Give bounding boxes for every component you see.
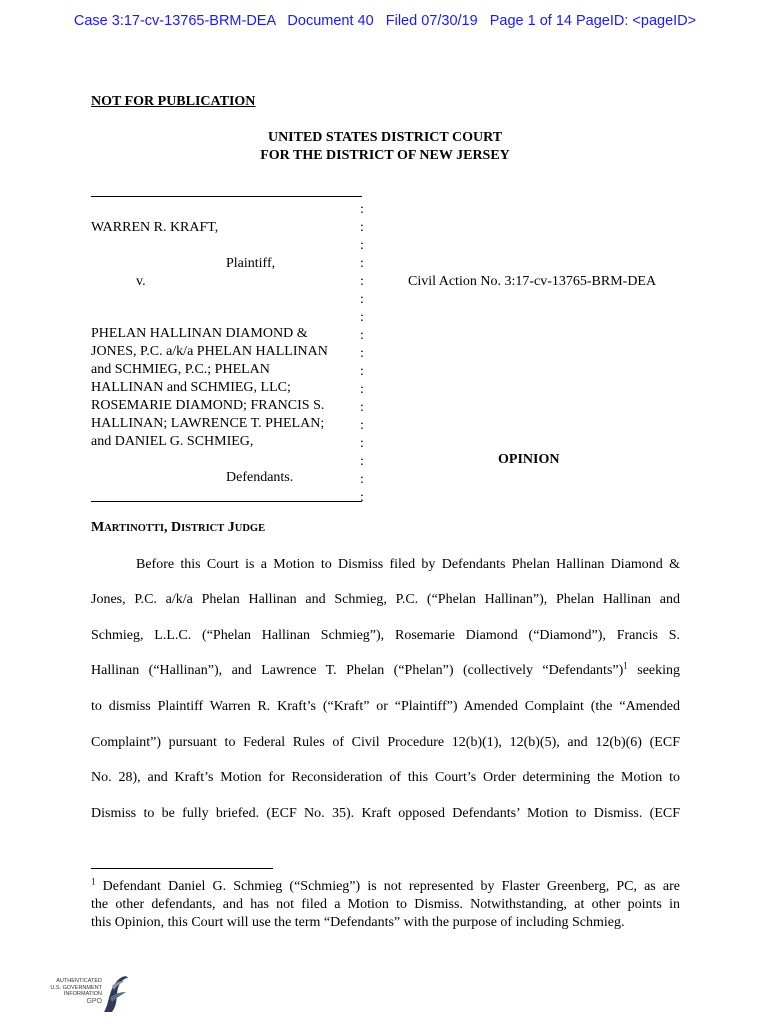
body-line: Jones, P.C. a/k/a Phelan Hallinan and Schmieg, P.C. (“Phelan Hallinan”), Phelan Hallinan and [91,592,680,607]
footnote-rule [91,868,273,869]
defendant-line: and SCHMIEG, P.C.; PHELAN [91,362,270,377]
caption-bottom-rule [91,501,362,502]
opinion-title: OPINION [498,452,560,467]
body-line: No. 28), and Kraft’s Motion for Reconsideration of this Court’s Order determining the Motion to [91,770,680,785]
caption-colon: : [360,472,364,487]
gpo-authentication-logo: AUTHENTICATED U.S. GOVERNMENT INFORMATION GPO [42,972,132,1016]
footnote-line: this Opinion, this Court will use the term “Defendants” with the purpose of including Schmieg. [91,915,625,930]
civil-action-number: Civil Action No. 3:17-cv-13765-BRM-DEA [408,274,657,289]
caption-colon: : [360,400,364,415]
caption-colon: : [360,220,364,235]
plaintiff-name: WARREN R. KRAFT, [91,220,219,235]
defendant-role: Defendants. [226,470,294,485]
body-line: Before this Court is a Motion to Dismiss filed by Defendants Phelan Hallinan Diamond & [136,557,680,572]
defendant-line: JONES, P.C. a/k/a PHELAN HALLINAN [91,344,328,359]
eagle-icon [100,972,130,1014]
caption-colon: : [360,454,364,469]
caption-top-rule [91,196,362,197]
court-name-line1: UNITED STATES DISTRICT COURT [267,130,503,145]
caption-colon: : [360,364,364,379]
caption-colon: : [360,346,364,361]
footnote-line: the other defendants, and has not filed a Motion to Dismiss. Notwithstanding, at other points in [91,897,680,912]
defendant-line: HALLINAN and SCHMIEG, LLC; [91,380,291,395]
body-line: to dismiss Plaintiff Warren R. Kraft’s (“Kraft” or “Plaintiff”) Amended Complaint (the “Amended [91,699,680,714]
caption-colon: : [360,256,364,271]
caption-colon: : [360,418,364,433]
caption-colon: : [360,310,364,325]
body-line: Dismiss to be fully briefed. (ECF No. 35). Kraft opposed Defendants’ Motion to Dismiss. (ECF [91,806,680,821]
footnote-marker: 1 [91,876,96,887]
gpo-label: GPO [86,998,102,1005]
defendant-line: and DANIEL G. SCHMIEG, [91,434,254,449]
body-line: Hallinan (“Hallinan”), and Lawrence T. Phelan (“Phelan”) (collectively “Defendants”)$^1$ seeking [91,660,681,678]
caption-colon: : [360,238,364,253]
caption-colon: : [360,292,364,307]
versus: v. [136,274,146,289]
plaintiff-role: Plaintiff, [226,256,276,271]
body-line: Schmieg, L.L.C. (“Phelan Hallinan Schmieg”), Rosemarie Diamond (“Diamond”), Francis S. [91,628,680,643]
publication-notice: NOT FOR PUBLICATION [91,94,256,109]
body-line: Complaint”) pursuant to Federal Rules of Civil Procedure 12(b)(1), 12(b)(5), and 12(b)(6) (ECF [91,735,680,750]
case-header: Case 3:17-cv-13765-BRM-DEA Document 40 Filed 07/30/19 Page 1 of 14 PageID: <pageID> [73,13,697,29]
caption-colon: : [360,328,364,343]
footnote-line: $^1$ Defendant Daniel G. Schmieg (“Schmieg”) is not represented by Flaster Greenberg, PC, as are [91,876,680,894]
judge-attribution: MARTINOTTI, DISTRICT JUDGE [91,520,266,535]
caption-colon: : [360,382,364,397]
defendant-line: HALLINAN; LAWRENCE T. PHELAN; [91,416,325,431]
defendant-line: PHELAN HALLINAN DIAMOND & [91,326,308,341]
caption-colon: : [360,274,364,289]
defendant-line: ROSEMARIE DIAMOND; FRANCIS S. [91,398,325,413]
caption-colon: : [360,490,364,505]
caption-colon: : [360,436,364,451]
court-name-line2: FOR THE DISTRICT OF NEW JERSEY [260,148,510,163]
caption-colon: : [360,202,364,217]
footnote-ref: 1 [623,660,628,671]
